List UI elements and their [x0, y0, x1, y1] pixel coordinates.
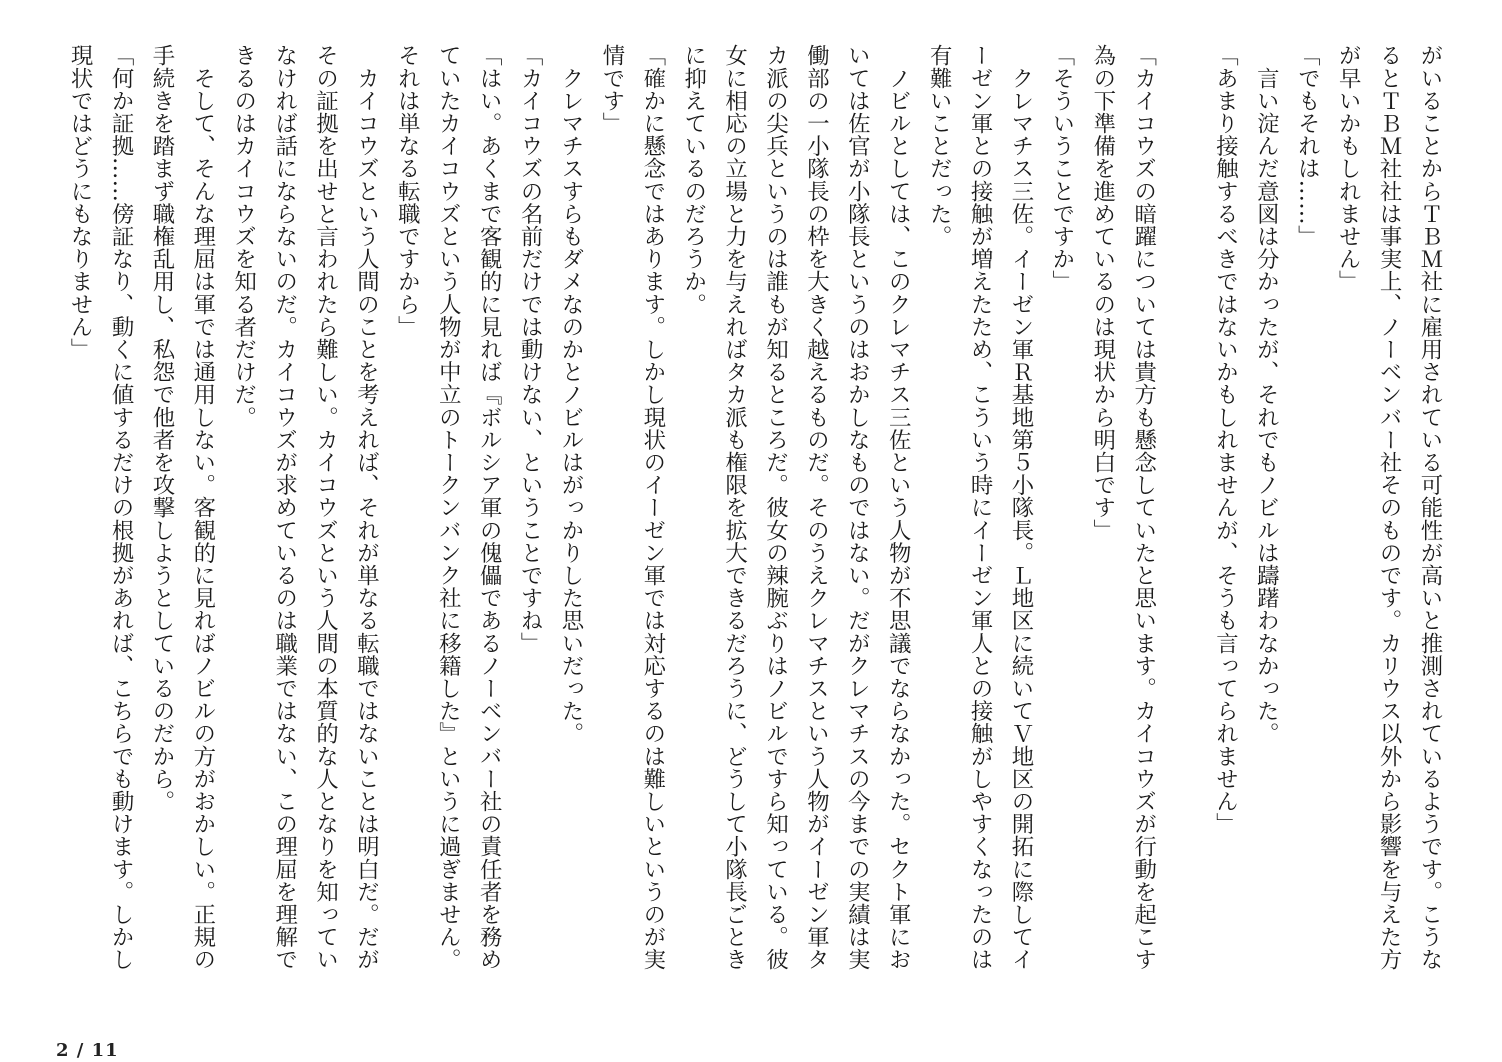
- text-column: 「カイコウズの名前だけでは動けない、ということですね」: [517, 44, 544, 655]
- text-column: 働部の一小隊長の枠を大きく越えるものだ。そのうえクレマチスという人物がイーゼン軍タ: [803, 44, 830, 971]
- text-column: カ派の尖兵というのは誰もが知るところだ。彼女の辣腕ぶりはノビルですら知っている。彼: [762, 44, 789, 971]
- text-column: クレマチス三佐。イーゼン軍Ｒ基地第５小隊長。Ｌ地区に続いてＶ地区の開拓に際してイ: [1007, 44, 1034, 971]
- text-column: に抑えているのだろうか。: [680, 44, 707, 316]
- text-column: 「でもそれは……」: [1294, 44, 1321, 248]
- text-column: 「あまり接触するべきではないかもしれませんが、そうも言ってられません」: [1212, 44, 1239, 835]
- text-column: 女に相応の立場と力を与えればタカ派も権限を拡大できるだろうに、どうして小隊長ごとき: [721, 44, 748, 971]
- text-column: その証拠を出せと言われたら難しい。カイコウズという人間の本質的な人となりを知ってい: [312, 44, 339, 971]
- text-column: カイコウズという人間のことを考えれば、それが単なる転職ではないことは明白だ。だが: [353, 44, 380, 971]
- text-column: 言い淀んだ意図は分かったが、それでもノビルは躊躇わなかった。: [1253, 44, 1280, 745]
- text-column: きるのはカイコウズを知る者だけだ。: [230, 44, 257, 429]
- text-column: 「はい。あくまで客観的に見れば『ボルシア軍の傀儡であるノーベンバー社の責任者を務め: [476, 44, 503, 971]
- text-column: 手続きを踏まず職権乱用し、私怨で他者を攻撃しようとしているのだから。: [148, 44, 175, 813]
- text-column: 情です」: [598, 44, 625, 135]
- text-column: ーゼン軍との接触が増えたため、こういう時にイーゼン軍人との接触がしやすくなったのは: [967, 44, 994, 971]
- blank-column: [1164, 44, 1205, 1024]
- text-column: それは単なる転職ですから」: [394, 44, 421, 338]
- text-column: ノビルとしては、このクレマチス三佐という人物が不思議でならなかった。セクト軍にお: [885, 44, 912, 971]
- text-column: が早いかもしれません」: [1335, 44, 1362, 293]
- text-column: 「そういうことですか」: [1048, 44, 1075, 293]
- text-column: 「何か証拠……傍証なり、動くに値するだけの根拠があれば、こちらでも動けます。しかし: [108, 44, 135, 971]
- text-column: るとＴＢＭ社社は事実上、ノーベンバー社そのものです。カリウス以外から影響を与えた方: [1376, 44, 1403, 971]
- text-column: 「カイコウズの暗躍については貴方も懸念していたと思います。カイコウズが行動を起こす: [1130, 44, 1157, 971]
- text-column: クレマチスすらもダメなのかとノビルはがっかりした思いだった。: [557, 44, 584, 745]
- text-column: ていたカイコウズという人物が中立のトークンバンク社に移籍した』というに過ぎません。: [435, 44, 462, 971]
- text-column: いては佐官が小隊長というのはおかしなものではない。だがクレマチスの今までの実績は実: [844, 44, 871, 971]
- text-column: 「確かに懸念ではあります。しかし現状のイーゼン軍では対応するのは難しいというのが実: [639, 44, 666, 971]
- page-number: 2 / 11: [56, 1040, 119, 1061]
- vertical-text-body: [59, 44, 1450, 1024]
- text-column: そして、そんな理屈は軍では通用しない。客観的に見ればノビルの方がおかしい。正規の: [189, 44, 216, 971]
- text-column: 有難いことだった。: [926, 44, 953, 248]
- text-column: なければ話にならないのだ。カイコウズが求めているのは職業ではない、この理屈を理解で: [271, 44, 298, 971]
- text-column: 現状ではどうにもなりません」: [67, 44, 94, 361]
- text-column: がいることからＴＢＭ社に雇用されている可能性が高いと推測されているようです。こうな: [1417, 44, 1443, 971]
- text-column: 為の下準備を進めているのは現状から明白です」: [1089, 44, 1116, 542]
